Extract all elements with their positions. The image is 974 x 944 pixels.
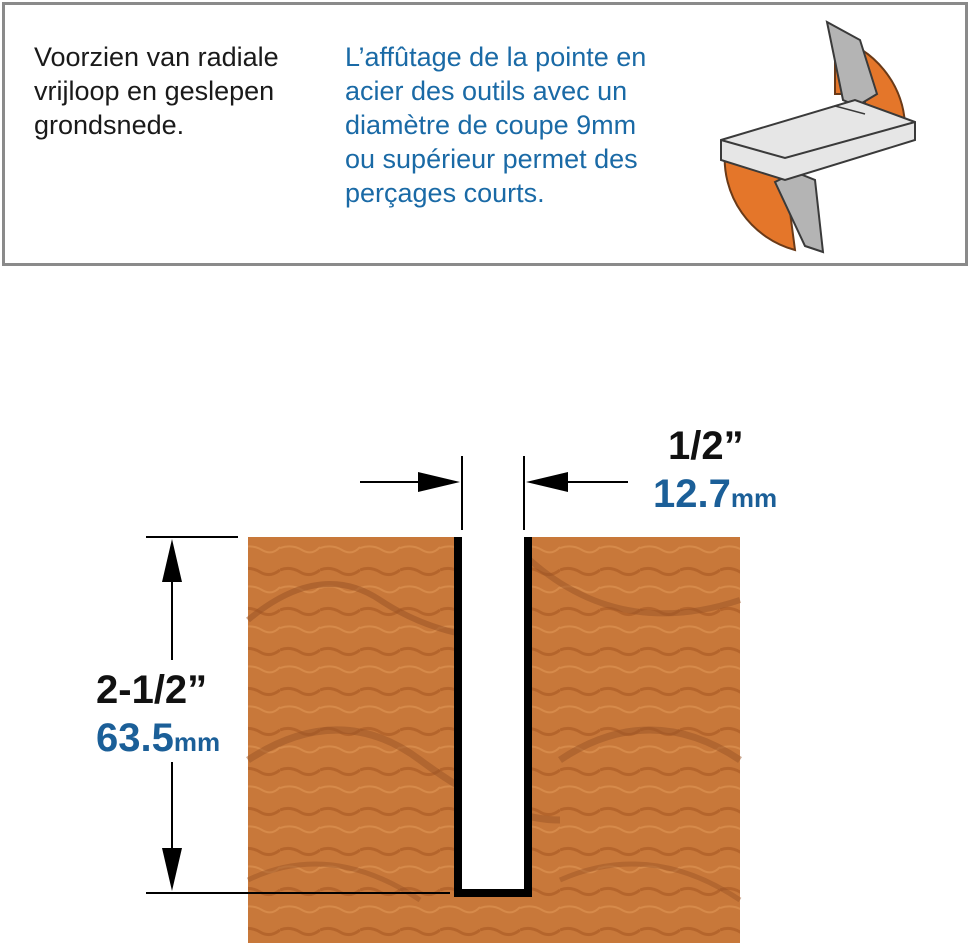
depth-imperial-label: 2-1/2” bbox=[96, 668, 208, 712]
width-metric-value: 12.7 bbox=[653, 472, 731, 516]
width-metric-unit: mm bbox=[730, 483, 778, 513]
width-metric-label bbox=[653, 472, 777, 517]
depth-metric-label bbox=[96, 716, 220, 761]
depth-metric-unit: mm bbox=[173, 727, 221, 757]
dutch-description: Voorzien van radiale vrijloop en geslepen grondsnede. bbox=[34, 42, 279, 140]
width-imperial-label: 1/2” bbox=[668, 424, 744, 468]
groove bbox=[458, 537, 528, 893]
french-description: L’affûtage de la pointe en acier des outils avec un diamètre de coupe 9mm ou supérieur permet des perçages courts. bbox=[345, 42, 647, 208]
depth-metric-value: 63.5 bbox=[96, 716, 174, 760]
